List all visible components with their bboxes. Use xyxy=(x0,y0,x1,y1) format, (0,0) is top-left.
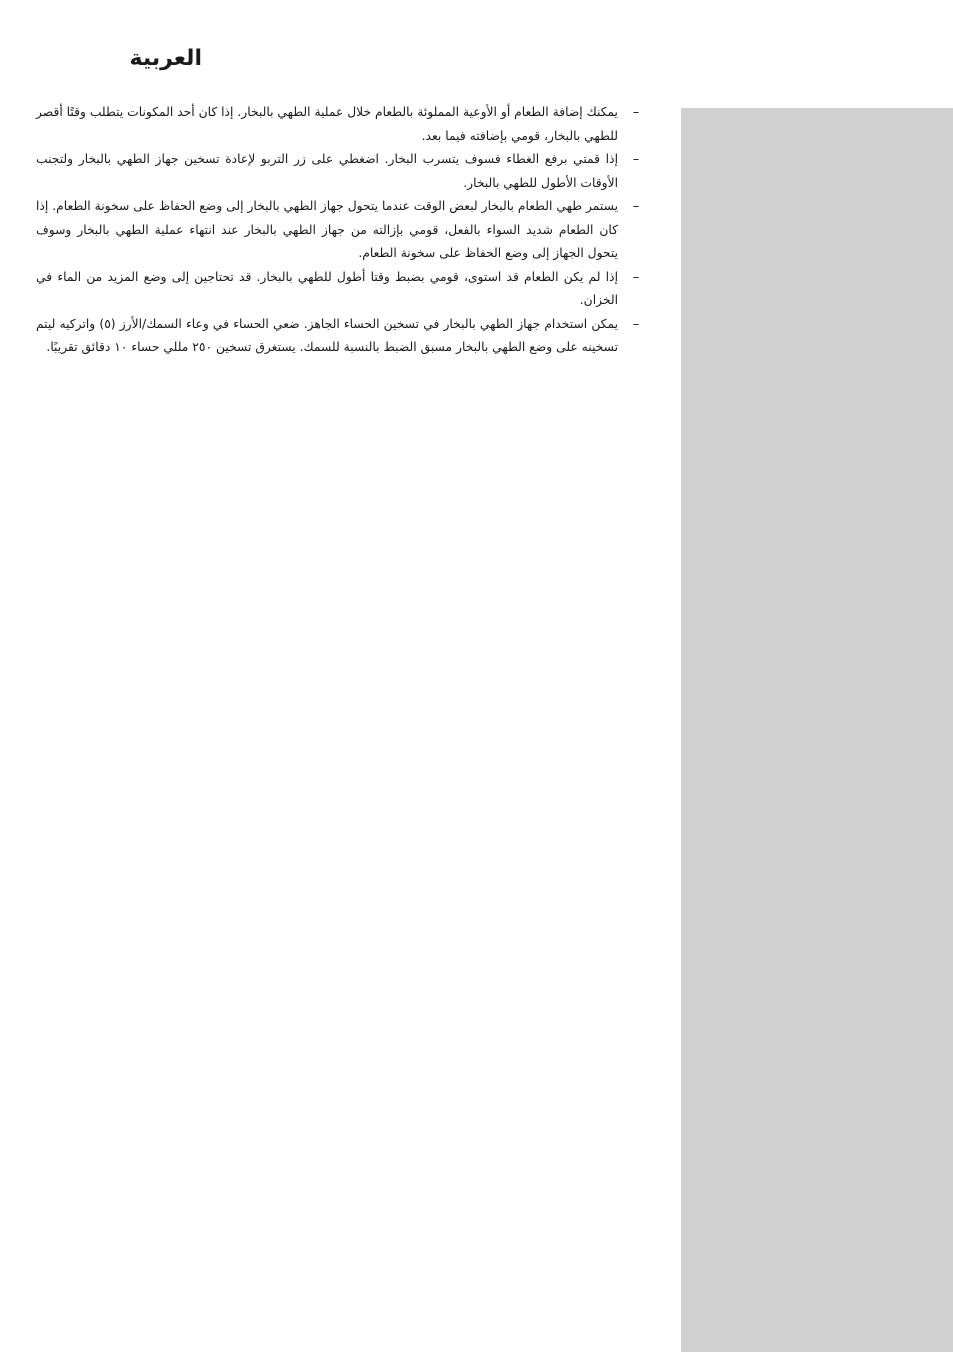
instruction-list xyxy=(36,101,654,360)
gray-side-band xyxy=(681,108,953,1352)
dash-marker: – xyxy=(632,316,640,332)
dash-marker: – xyxy=(632,269,640,285)
dash-marker: – xyxy=(632,199,640,214)
list-item xyxy=(36,195,654,266)
dash-marker: – xyxy=(632,152,640,167)
list-item xyxy=(36,101,654,148)
list-item xyxy=(36,266,654,313)
list-item-text: إذا لم يكن الطعام قد استوى، قومي بضبط وقتا أطول للطهي بالبخار. قد تحتاجين إلى وضع المزيد من الماء في الخزان. xyxy=(36,269,618,307)
list-item-text: يمكنك إضافة الطعام أو الأوعية المملوئة بالطعام خلال عملية الطهي بالبخار. إذا كان أحد المكونات يتطلب وقتًا أقصر للطهي بالبخار، قومي بإضافته فيما بعد. xyxy=(36,105,618,143)
page-title: العربية xyxy=(129,46,202,71)
dash-marker: – xyxy=(632,105,640,120)
list-item-text: يستمر طهي الطعام بالبخار لبعض الوقت عندما يتحول جهاز الطهي بالبخار إلى وضع الحفاظ على سخونة الطعام. إذا كان الطعام شديد السواء بالفعل، قومي بإزالته من جهاز الطهي بالبخار عند انتهاء عملية الطهي بالبخار وسوف يتحول الجهاز إلى وضع الحفاظ على سخونة الطعام. xyxy=(36,199,618,260)
list-item-text: إذا قمتي برفع الغطاء فسوف يتسرب البخار. اضغطي على زر التربو لإعادة تسخين جهاز الطهي بالبخار ولتجنب الأوقات الأطول للطهي بالبخار. xyxy=(36,152,618,190)
list-item xyxy=(36,148,654,195)
list-item xyxy=(36,313,654,360)
list-item-text: يمكن استخدام جهاز الطهي بالبخار في تسخين الحساء الجاهز. ضعي الحساء في وعاء السمك/الأرز (٥) واتركيه ليتم تسخينه على وضع الطهي بالبخار مسبق الضبط بالنسبة للسمك. يستغرق تسخين ٢٥٠ مللي حساء ١٠ دقائق تقريبًا. xyxy=(36,316,619,354)
